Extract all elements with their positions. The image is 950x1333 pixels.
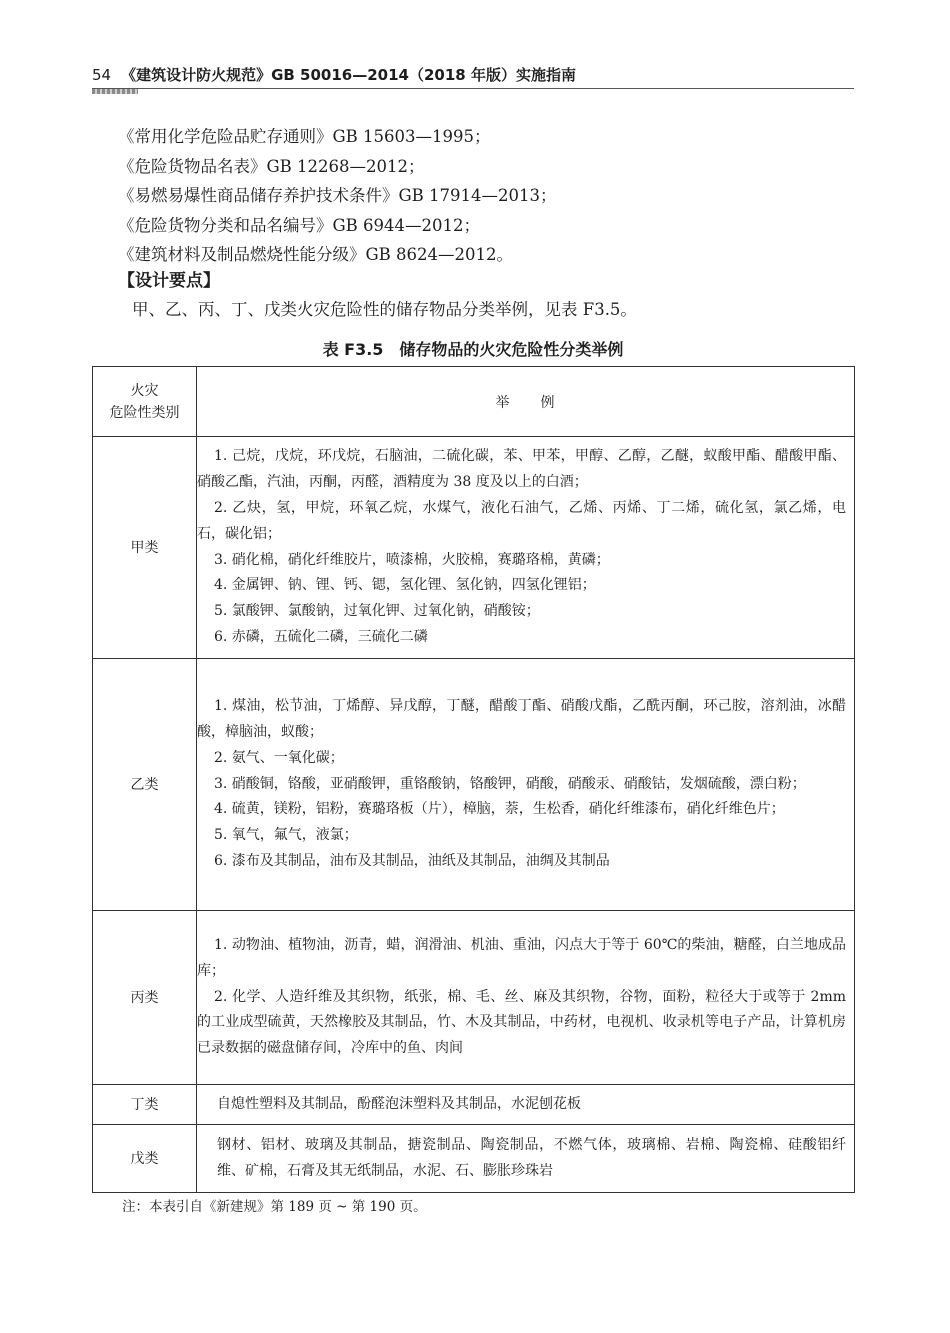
reference-list: [118, 122, 557, 270]
running-header: [92, 64, 854, 85]
examples-cell: [197, 659, 855, 911]
example-item: 3. 硝化棉，硝化纤维胶片，喷漆棉，火胶棉，赛璐珞棉，黄磷；: [214, 551, 610, 568]
example-item: 5. 氧气，氟气，液氯；: [214, 827, 358, 844]
header-category-line1: 火灾: [130, 382, 159, 399]
example-item: 4. 硫黄，镁粉，铝粉，赛璐珞板（片），樟脑，萘，生松香，硝化纤维漆布，硝化纤维色片；: [214, 801, 785, 818]
table-row: [93, 911, 855, 1085]
example-item: 1. 动物油、植物油，沥青，蜡，润滑油、机油、重油，闪点大于等于 60℃的柴油，糖醛，白兰地成品库；: [197, 937, 846, 979]
header-decoration: [92, 89, 138, 94]
category-cell: 乙类: [93, 659, 197, 911]
reference-item: 《常用化学危险品贮存通则》GB 15603—1995；: [118, 127, 491, 146]
intro-paragraph: 甲、乙、丙、丁、戊类火灾危险性的储存物品分类举例，见表 F3.5。: [132, 300, 637, 319]
example-item: 6. 赤磷，五硫化二磷，三硫化二磷: [214, 628, 428, 645]
examples-cell: 自熄性塑料及其制品，酚醛泡沫塑料及其制品，水泥刨花板: [197, 1085, 855, 1125]
example-item: 3. 硝酸铜，铬酸，亚硝酸钾，重铬酸钠，铬酸钾，硝酸，硝酸汞、硝酸钴，发烟硫酸，漂白粉；: [214, 775, 806, 792]
table-title: 表 F3.5 储存物品的火灾危险性分类举例: [322, 340, 624, 359]
example-item: 5. 氯酸钾、氯酸钠，过氧化钾、过氧化钠，硝酸铵；: [214, 603, 540, 620]
example-item: 2. 化学、人造纤维及其织物，纸张，棉、毛、丝、麻及其织物，谷物，面粉，粒径大于或等于 2mm 的工业成型硫黄，天然橡胶及其制品，竹、木及其制品，中药材，电视机、收录机等电子产品，计算机房已录数据的磁盘储存间，冷库中的鱼、肉间: [197, 988, 846, 1057]
examples-cell: [197, 911, 855, 1085]
category-cell: 丁类: [93, 1085, 197, 1125]
table-row: [93, 659, 855, 911]
example-item: 2. 乙炔，氢，甲烷，环氧乙烷，水煤气，液化石油气，乙烯、丙烯、丁二烯，硫化氢，氯乙烯，电石，碳化铝；: [197, 499, 846, 542]
reference-item: 《危险货物分类和品名编号》GB 6944—2012；: [118, 215, 481, 235]
example-item: 4. 金属钾、钠、锂、钙、锶，氢化锂、氢化钠，四氢化锂铝；: [214, 577, 596, 594]
page-number: 54: [92, 66, 112, 84]
table-row: [93, 1085, 855, 1125]
example-item: 1. 煤油，松节油，丁烯醇、异戊醇，丁醚，醋酸丁酯、硝酸戊酯，乙酰丙酮，环己胺，溶剂油，冰醋酸，樟脑油，蚁酸；: [197, 698, 846, 740]
header-examples: 举 例: [197, 367, 855, 437]
category-cell: 甲类: [93, 437, 197, 659]
header-category: [93, 367, 197, 437]
category-cell: 丙类: [93, 911, 197, 1085]
examples-cell: 钢材、铝材、玻璃及其制品，搪瓷制品、陶瓷制品，不燃气体，玻璃棉、岩棉、陶瓷棉、硅酸铝纤维、矿棉，石膏及其无纸制品，水泥、石、膨胀珍珠岩: [197, 1125, 855, 1193]
header-rule: [92, 88, 854, 89]
header-category-line2: 危险性类别: [109, 404, 180, 421]
examples-cell: [197, 437, 855, 659]
category-cell: 戊类: [93, 1125, 197, 1193]
table-row: [93, 1125, 855, 1193]
example-item: 2. 氨气、一氧化碳；: [214, 749, 344, 766]
reference-item: 《危险货物品名表》GB 12268—2012；: [118, 156, 425, 176]
example-item: 6. 漆布及其制品，油布及其制品，油纸及其制品，油绸及其制品: [214, 852, 610, 869]
table-header-row: [93, 367, 855, 437]
example-item: 1. 己烷，戊烷，环戊烷，石脑油，二硫化碳，苯、甲苯，甲醇、乙醇，乙醚，蚁酸甲酯、醋酸甲酯、硝酸乙酯，汽油，丙酮，丙醛，酒精度为 38 度及以上的白酒；: [197, 448, 846, 491]
reference-item: 《易燃易爆性商品储存养护技术条件》GB 17914—2013；: [118, 186, 557, 205]
section-title: 【设计要点】: [118, 271, 220, 291]
book-title: 《建筑设计防火规范》GB 50016—2014（2018 年版）实施指南: [121, 66, 576, 84]
reference-item: 《建筑材料及制品燃烧性能分级》GB 8624—2012。: [118, 245, 514, 264]
table-row: [93, 437, 855, 659]
classification-table: [92, 366, 855, 1193]
table-note: 注：本表引自《新建规》第 189 页 ~ 第 190 页。: [122, 1199, 427, 1215]
